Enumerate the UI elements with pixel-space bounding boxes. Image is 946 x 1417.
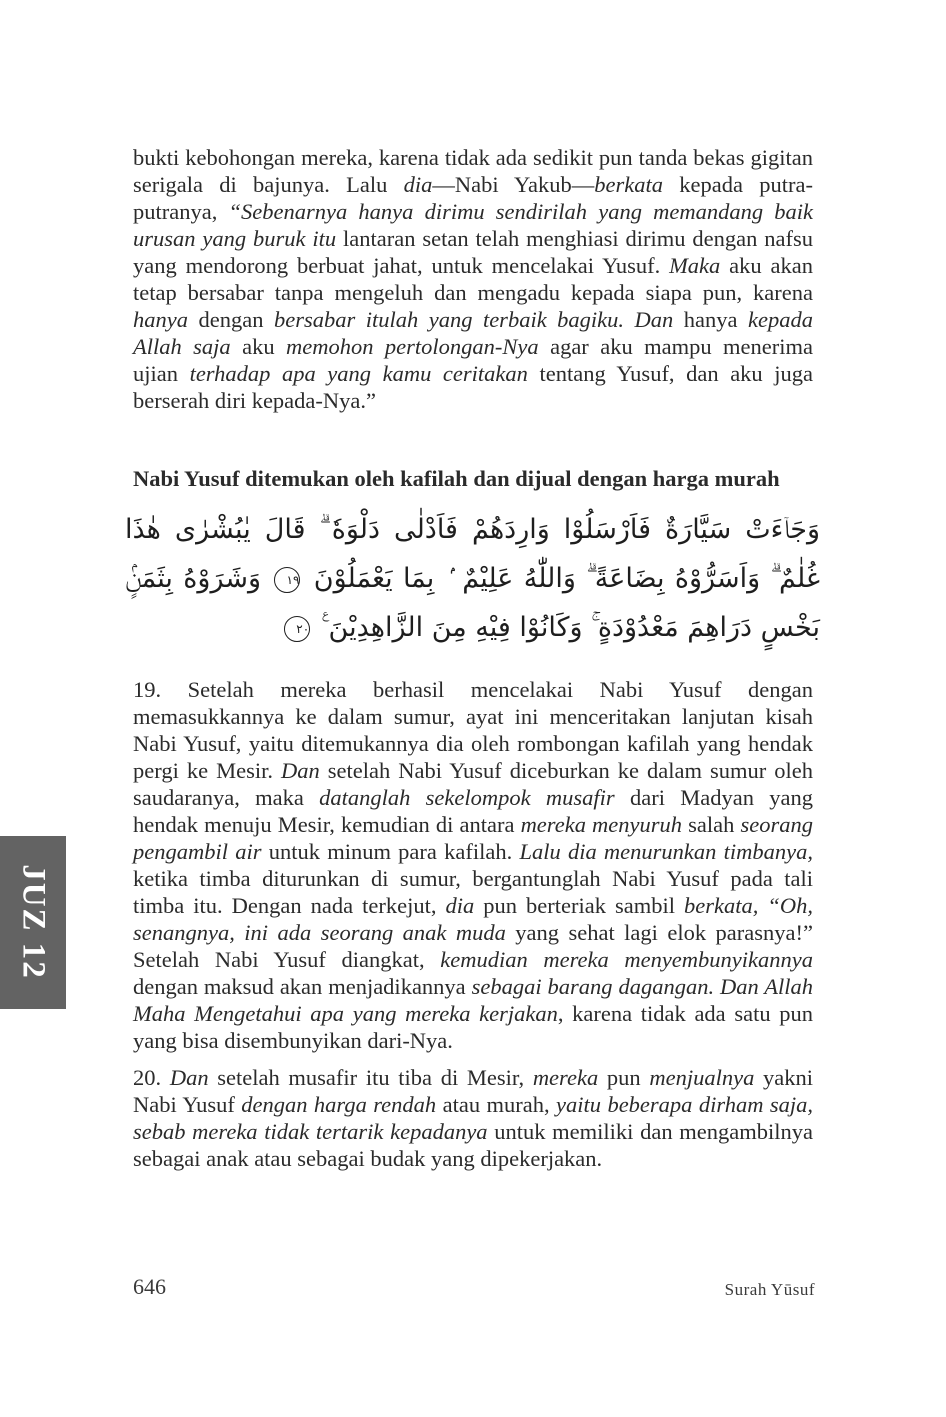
arabic-verse-20: وَشَرَوْهُ بِثَمَنٍۢ بَخْسٍ دَرَاهِمَ مَعْدُوْدَةٍ ۚ وَكَانُوْا فِيْهِ مِنَ الزَّاهِدِيْنَ ࣖ: [125, 563, 820, 643]
text-run: lantaran setan telah menghiasi dirimu dengan nafsu yang mendorong berbuat jahat, untuk mencelakai Yusuf.: [133, 226, 813, 278]
text-run: , karena tidak ada satu pun yang bisa disembunyikan dari-Nya.: [133, 1001, 813, 1053]
text-run: yang sehat lagi elok parasnya!” Setelah Nabi Yusuf diangkat,: [133, 920, 813, 972]
italic-run: Lalu dia menurunkan timbanya,: [519, 839, 813, 864]
text-run: tentang Yusuf, dan aku juga berserah diri kepada-Nya.”: [133, 361, 813, 413]
page-number: 646: [133, 1274, 166, 1299]
text-run: setelah musafir itu tiba di Mesir,: [208, 1065, 533, 1090]
verse-number-20-marker: ٢٠: [284, 616, 310, 642]
italic-run: dia: [403, 172, 433, 197]
italic-run: berkata, “Oh, senangnya, ini ada seorang anak muda: [133, 893, 813, 945]
italic-run: datanglah sekelompok musafir: [319, 785, 615, 810]
italic-run: dengan harga rendah: [241, 1092, 437, 1117]
text-run: salah: [682, 812, 741, 837]
tafsir-verse-19: [133, 676, 813, 1054]
arabic-verses: [125, 505, 820, 652]
verse-number-19-marker: ١٩: [274, 567, 300, 593]
text-run: dengan maksud akan menjadikannya: [133, 974, 472, 999]
text-run: dengan: [188, 307, 274, 332]
section-heading: Nabi Yusuf ditemukan oleh kafilah dan dijual dengan harga murah: [133, 466, 780, 491]
text-run: kepada putra-putranya,: [133, 172, 813, 224]
text-run: pun: [598, 1065, 650, 1090]
italic-run: terhadap apa yang kamu ceritakan: [189, 361, 528, 386]
italic-run: mereka menyuruh: [520, 812, 683, 837]
text-run: —Nabi Yakub—: [432, 172, 595, 197]
arabic-verse-19: وَجَاۤءَتْ سَيَّارَةٌ فَاَرْسَلُوْا وَارِدَهُمْ فَاَدْلٰى دَلْوَهٗ ۗ قَالَ يٰبُشْرٰى هٰذَا غُلٰمٌ ۗ وَاَسَرُّوْهُ بِضَاعَةً ۗ وَاللّٰهُ عَلِيْمٌ ۢ بِمَا يَعْمَلُوْنَ: [125, 514, 821, 594]
italic-run: mereka: [532, 1065, 599, 1090]
text-run: untuk memiliki dan mengambilnya sebagai anak atau sebagai budak yang dipekerjakan.: [133, 1119, 814, 1171]
tafsir-section: [133, 676, 813, 1172]
text-run: pun berteriak sambil: [474, 893, 684, 918]
italic-run: Dan: [281, 758, 320, 783]
italic-run: bersabar itulah yang terbaik bagiku. Dan: [273, 307, 674, 332]
text-run: untuk minum para kafilah.: [261, 839, 520, 864]
text-run: bukti kebohongan mereka, karena tidak ada sedikit pun tanda bekas gigitan serigala di bajunya. Lalu: [133, 145, 813, 197]
text-run: agar aku mampu menerima ujian: [133, 334, 813, 386]
body-text-top: [133, 144, 813, 414]
text-run: ketika timba diturunkan di sumur, bergantunglah Nabi Yusuf pada tali timba itu. Dengan nada terkejut,: [133, 866, 813, 918]
text-run: yakni Nabi Yusuf: [133, 1065, 814, 1117]
text-run: 20.: [133, 1065, 170, 1090]
italic-run: yaitu beberapa dirham saja, sebab mereka tidak tertarik kepadanya: [133, 1092, 813, 1144]
text-run: hanya: [673, 307, 748, 332]
juz-label: JUZ 12: [15, 864, 52, 980]
text-run: aku: [230, 334, 287, 359]
italic-run: sebagai barang dagangan. Dan Allah Maha Mengetahui apa yang mereka kerjakan: [133, 974, 814, 1026]
text-run: 19. Setelah mereka berhasil mencelakai Nabi Yusuf dengan memasukkannya ke dalam sumur, ayat ini menceritakan lanjutan kisah Nabi Yusuf, yaitu ditemukannya dia oleh rombongan kafilah yang hendak pergi ke Mesir.: [133, 677, 813, 783]
italic-run: “Sebenarnya hanya dirimu sendirilah yang memandang baik urusan yang buruk itu: [133, 199, 814, 251]
italic-run: memohon pertolongan-Nya: [286, 334, 539, 359]
italic-run: kepada Allah saja: [133, 307, 813, 359]
italic-run: seorang pengambil air: [133, 812, 814, 864]
text-run: atau murah,: [436, 1092, 557, 1117]
running-footer: Surah Yūsuf: [724, 1280, 815, 1299]
text-run: dari Madyan yang hendak menuju Mesir, kemudian di antara: [133, 785, 814, 837]
paragraph-verse-18-explanation: [133, 144, 813, 414]
juz-side-tab: [0, 836, 66, 1009]
italic-run: Maka: [669, 253, 721, 278]
tafsir-verse-20: [133, 1064, 813, 1172]
italic-run: berkata: [594, 172, 664, 197]
text-run: aku akan tetap bersabar tanpa mengeluh dan mengadu kepada siapa pun, karena: [133, 253, 813, 305]
italic-run: menjualnya: [649, 1065, 755, 1090]
italic-run: Dan: [169, 1065, 209, 1090]
italic-run: kemudian mereka menyembunyikannya: [440, 947, 814, 972]
text-run: setelah Nabi Yusuf diceburkan ke dalam sumur oleh saudaranya, maka: [133, 758, 813, 810]
italic-run: hanya: [133, 307, 188, 332]
italic-run: dia: [445, 893, 475, 918]
